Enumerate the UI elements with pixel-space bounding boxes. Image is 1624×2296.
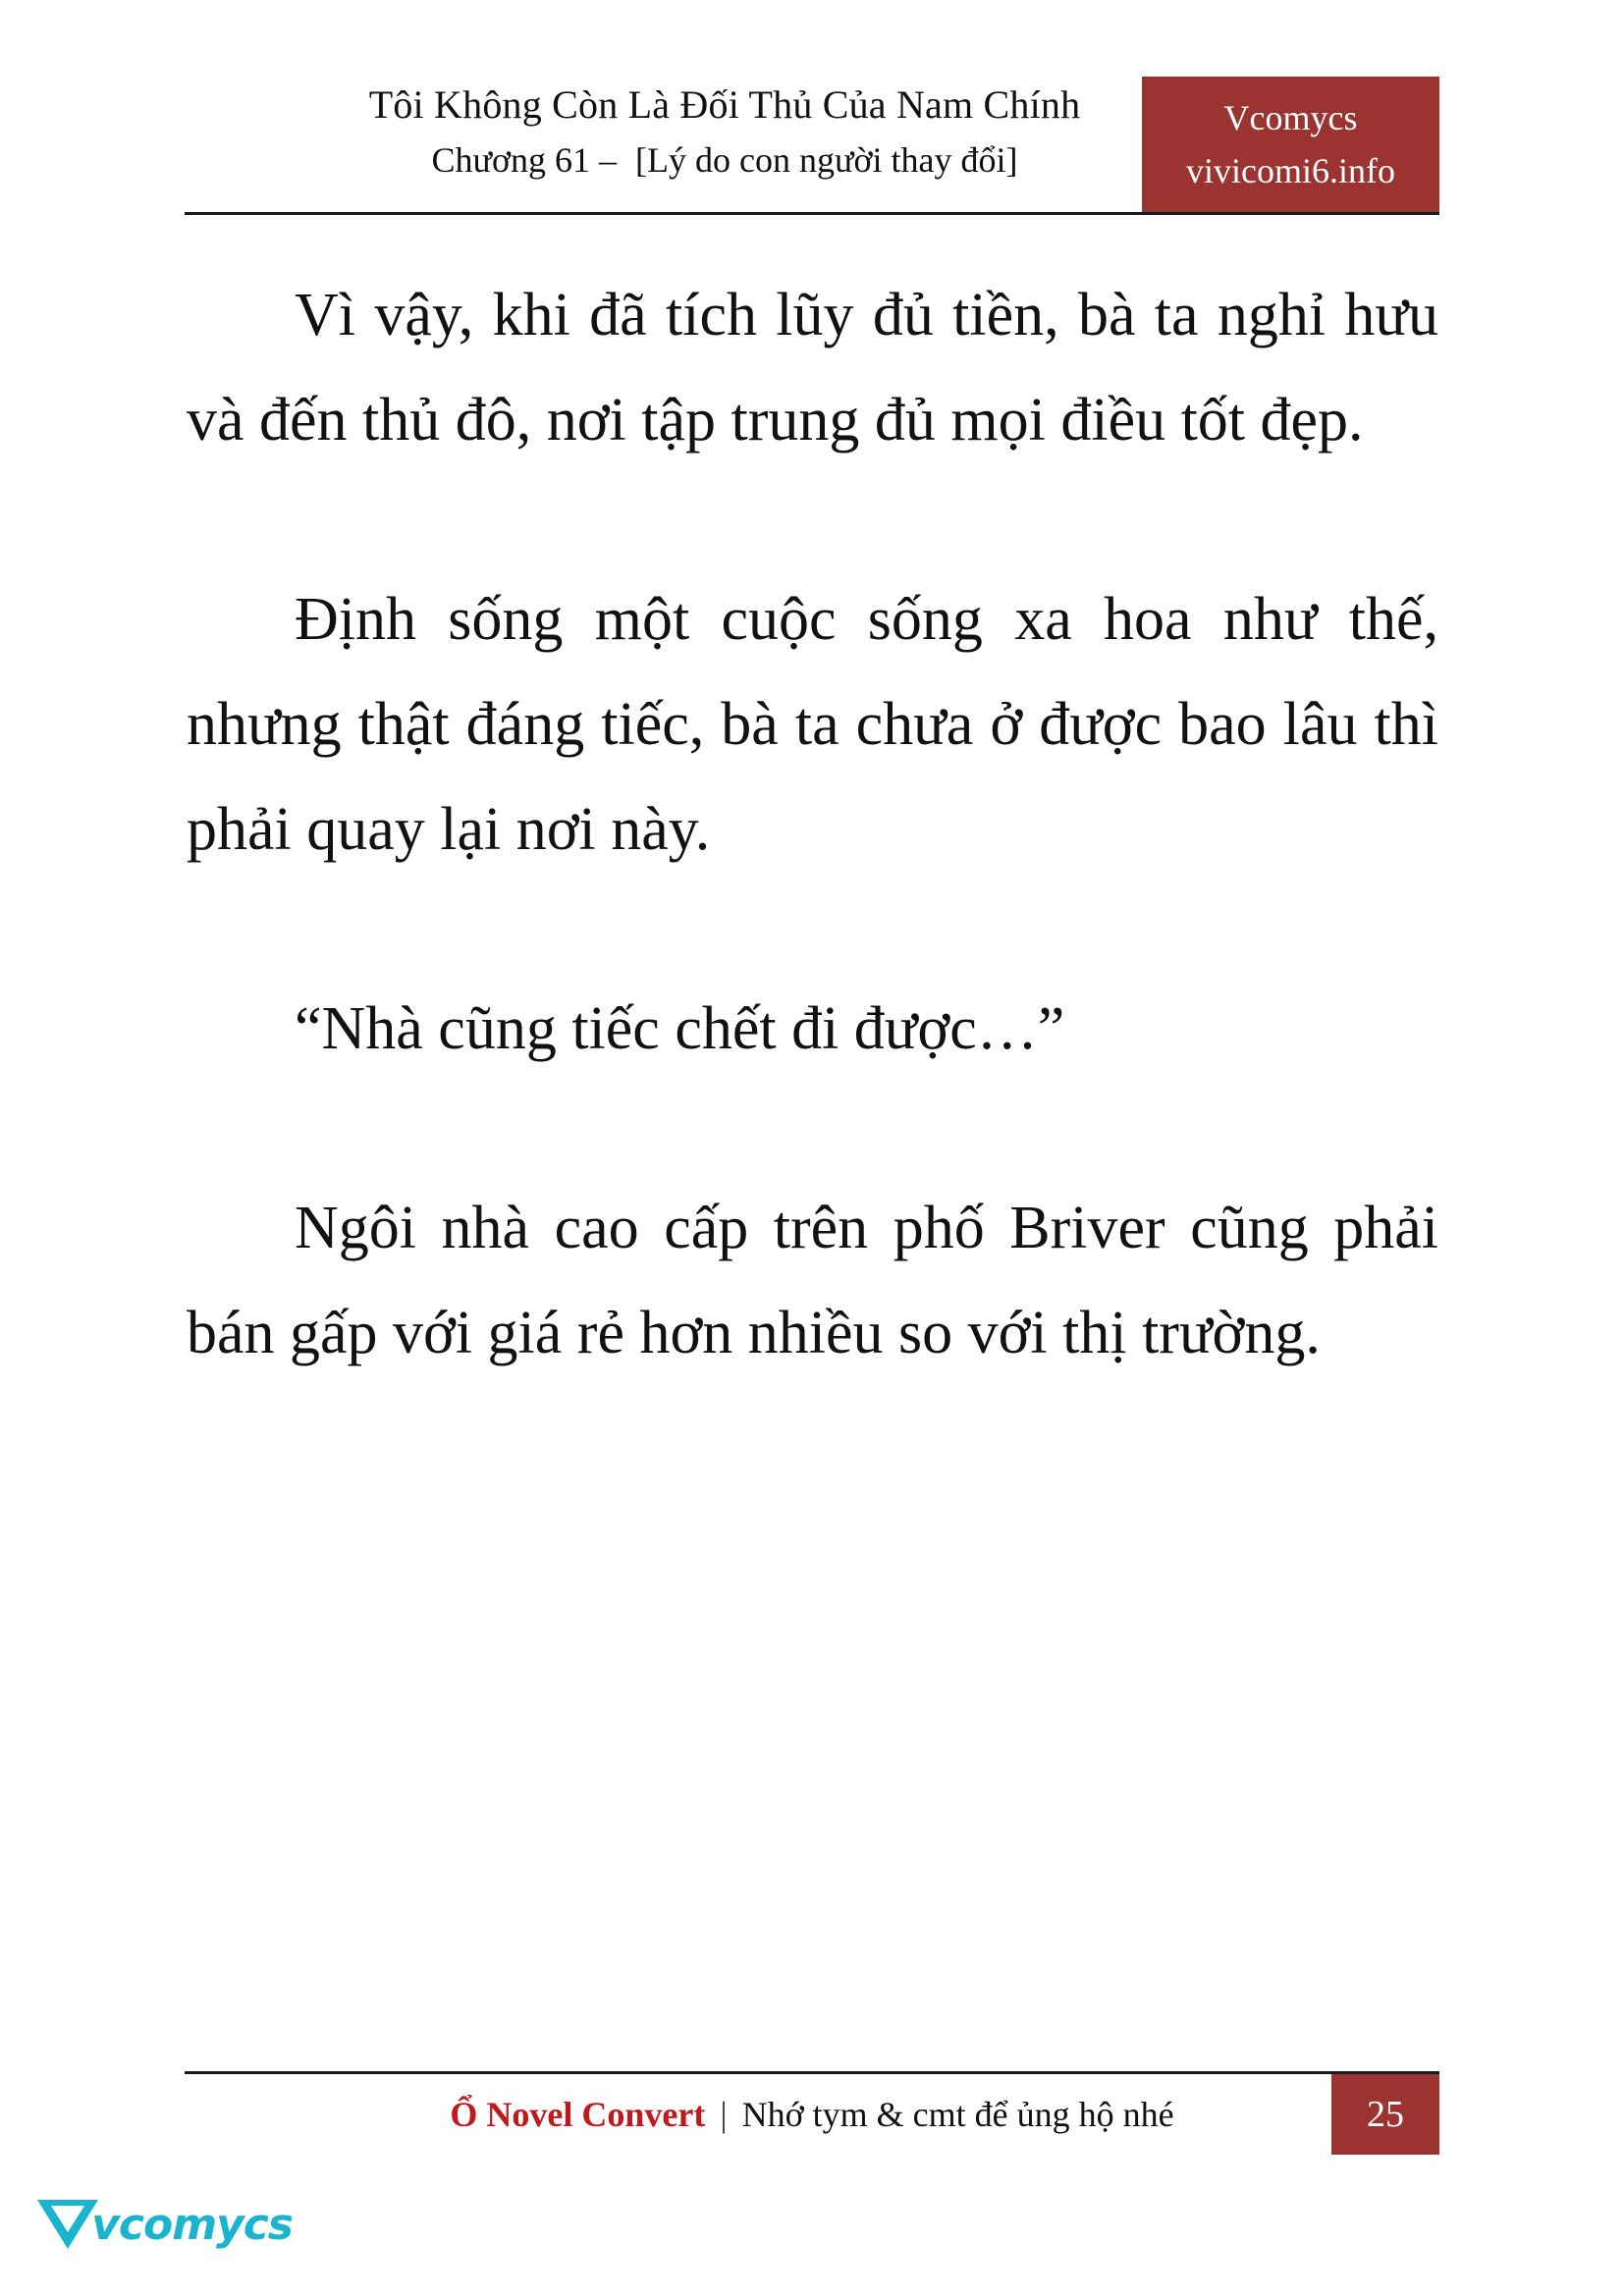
brand-badge — [1142, 77, 1439, 212]
footer-note: Nhớ tym & cmt để ủng hộ nhé — [741, 2095, 1174, 2134]
page-footer — [185, 2071, 1439, 2158]
paragraph: Định sống một cuộc sống xa hoa như thế, nhưng thật đáng tiếc, bà ta chưa ở được bao lâu thì phải quay lại nơi này. — [187, 586, 1438, 863]
page-number: 25 — [1367, 2094, 1404, 2135]
watermark-logo — [37, 2177, 293, 2271]
paragraph-dialogue: “Nhà cũng tiếc chết đi được…” — [295, 995, 1065, 1062]
footer-brand: Ổ Novel Convert — [450, 2095, 706, 2134]
footer-credit — [450, 2089, 1173, 2140]
watermark-text: vcomycs — [91, 2199, 293, 2250]
page-number-badge — [1331, 2074, 1439, 2155]
brand-name: Vcomycs — [1223, 98, 1358, 137]
footer-separator: | — [720, 2095, 728, 2134]
header-divider — [185, 212, 1439, 215]
brand-site: vivicomi6.info — [1186, 151, 1395, 190]
document-title: Tôi Không Còn Là Đối Thủ Của Nam Chính — [368, 82, 1081, 127]
page-content — [187, 263, 1438, 1386]
chapter-title: [Lý do con người thay đổi] — [635, 140, 1018, 180]
chapter-line — [185, 133, 1265, 187]
header-title-block — [185, 77, 1265, 187]
footer-text-block — [185, 2074, 1439, 2155]
paragraph: Ngôi nhà cao cấp trên phố Briver cũng phải bán gấp với giá rẻ hơn nhiều so với thị trường. — [187, 1195, 1438, 1366]
chapter-label: Chương 61 – — [431, 140, 618, 180]
triangle-logo-icon — [37, 2196, 85, 2253]
page-header — [185, 77, 1439, 214]
paragraph: Vì vậy, khi đã tích lũy đủ tiền, bà ta nghỉ hưu và đến thủ đô, nơi tập trung đủ mọi điều tốt đẹp. — [187, 282, 1438, 454]
